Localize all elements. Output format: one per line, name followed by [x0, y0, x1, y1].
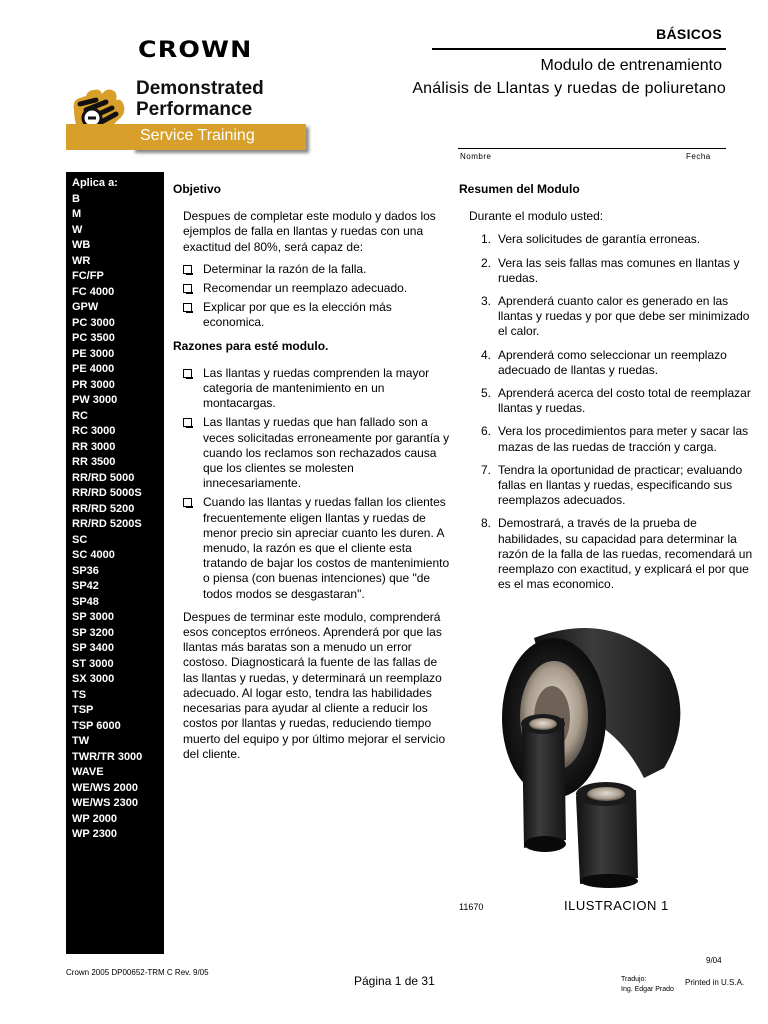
- wheels-photo: [494, 608, 694, 888]
- model-item: PW 3000: [72, 394, 118, 406]
- list-item: Las llantas y ruedas que han fallado son a veces solicitadas erroneamente por garantía y cuando los reclamos son rechazados causa que los clientes se molesten innecesariamente.: [183, 415, 455, 491]
- list-item: 2. Vera las seis fallas mas comunes en llantas y ruedas.: [481, 255, 740, 285]
- model-item: WP 2300: [72, 828, 118, 840]
- category-label: BÁSICOS: [656, 26, 722, 42]
- model-item: RR/RD 5000: [72, 471, 135, 484]
- objetivo-heading: Objetivo: [173, 182, 222, 196]
- model-item: RC 3000: [72, 425, 116, 437]
- model-item: TSP 6000: [72, 719, 121, 732]
- model-item: RR 3500: [72, 456, 116, 468]
- model-item: TSP: [72, 704, 94, 716]
- objetivo-list: [183, 262, 455, 331]
- checkbox-bullet-icon: [183, 303, 192, 312]
- crown-logo: [66, 36, 306, 154]
- date-mark: 9/04: [706, 956, 722, 965]
- list-item: 5. Aprenderá acerca del costo total de reemplazar llantas y ruedas.: [481, 386, 751, 416]
- printed-in: Printed in U.S.A.: [685, 978, 745, 987]
- checkbox-bullet-icon: [183, 265, 192, 274]
- model-item: ST 3000: [72, 657, 114, 670]
- logo-line-demonstrated: Demonstrated: [136, 78, 264, 99]
- model-item: WP 2000: [72, 812, 118, 825]
- list-item: Explicar por que es la elección más economica.: [183, 300, 455, 330]
- applies-to-sidebar: [66, 172, 164, 954]
- razones-list: [183, 366, 455, 602]
- model-item: FC 4000: [72, 285, 115, 298]
- model-item: PC 3000: [72, 316, 115, 329]
- applies-to-title: Aplica a:: [72, 177, 118, 189]
- model-item: TS: [72, 688, 87, 701]
- resumen-heading: Resumen del Modulo: [459, 182, 580, 196]
- model-item: PE 3000: [72, 347, 115, 360]
- model-item: W: [72, 223, 83, 236]
- checkbox-bullet-icon: [183, 418, 192, 427]
- objetivo-intro: Despues de completar este modulo y dados los ejemplos de falla en llantas y ruedas con una exactitud del 80%, será capaz de:: [183, 209, 436, 254]
- model-item: FC/FP: [72, 270, 104, 282]
- model-item: PR 3000: [72, 378, 115, 391]
- checkbox-bullet-icon: [183, 498, 192, 507]
- list-item: 3. Aprenderá cuanto calor es generado en las llantas y ruedas y por que debe ser minimizado el calor.: [481, 294, 750, 339]
- list-item: 6. Vera los procedimientos para meter y sacar las mazas de las ruedas de tracción y carga.: [481, 424, 749, 454]
- razones-heading: Razones para esté modulo.: [173, 338, 329, 353]
- logo-service-training: Service Training: [132, 124, 306, 150]
- model-item: SC 4000: [72, 549, 115, 561]
- translator-note: [621, 975, 674, 995]
- model-item: SP 3000: [72, 611, 115, 623]
- crown-wordmark: CROWN: [138, 38, 253, 63]
- list-item: Recomendar un reemplazo adecuado.: [183, 281, 455, 296]
- list-item: 4. Aprenderá como seleccionar un reemplazo adecuado de llantas y ruedas.: [481, 347, 727, 377]
- model-item: PC 3500: [72, 332, 115, 344]
- model-item: TWR/TR 3000: [72, 750, 143, 763]
- page-number: Página 1 de 31: [354, 974, 435, 988]
- model-item: RR 3000: [72, 440, 116, 453]
- model-item: M: [72, 208, 82, 220]
- model-item: RR/RD 5200: [72, 502, 135, 515]
- model-item: WE/WS 2300: [72, 797, 139, 809]
- model-item: GPW: [72, 301, 99, 313]
- model-item: RC: [72, 409, 88, 422]
- model-item: SP 3400: [72, 642, 115, 654]
- translator-label: Tradujo:: [621, 976, 647, 983]
- model-item: SP 3200: [72, 626, 115, 639]
- date-label: Fecha: [686, 152, 711, 161]
- list-item: Determinar la razón de la falla.: [183, 262, 455, 277]
- model-item: WB: [72, 239, 91, 251]
- footer-doc-id: Crown 2005 DP00652-TRM C Rev. 9/05: [66, 968, 209, 977]
- signature-line: [458, 148, 726, 149]
- model-item: WAVE: [72, 766, 104, 778]
- logo-bar-accent: [66, 124, 132, 150]
- resumen-intro: Durante el modulo usted:: [469, 209, 604, 224]
- model-item: PE 4000: [72, 363, 115, 375]
- list-item: 8. Demostrará, a través de la prueba de habilidades, su capacidad para determinar la razón de la falla de las ruedas, recomendará un reemplazo con exactitud, y explicará el por que es el mas economico.: [481, 516, 753, 592]
- left-column: [173, 182, 455, 762]
- right-column: [459, 182, 759, 600]
- checkbox-bullet-icon: [183, 284, 192, 293]
- model-item: SX 3000: [72, 673, 115, 685]
- logo-line-performance: Performance: [136, 99, 253, 120]
- model-item: WR: [72, 254, 91, 267]
- model-item: SC: [72, 533, 88, 546]
- module-subtitle: Análisis de Llantas y ruedas de poliuretano: [412, 80, 726, 97]
- illustration-number: 11670: [459, 902, 484, 912]
- model-item: SP36: [72, 564, 99, 577]
- translator-name: Ing. Edgar Prado: [621, 986, 674, 993]
- model-item: TW: [72, 735, 90, 747]
- model-list: [72, 192, 164, 843]
- resumen-list: [481, 232, 759, 592]
- name-label: Nombre: [460, 152, 492, 161]
- model-item: B: [72, 192, 80, 205]
- illustration-caption: ILUSTRACION 1: [564, 898, 669, 913]
- checkbox-bullet-icon: [183, 369, 192, 378]
- model-item: RR/RD 5200S: [72, 518, 142, 530]
- module-title: Modulo de entrenamiento: [540, 57, 722, 74]
- model-item: SP42: [72, 580, 99, 592]
- header-divider: [432, 48, 726, 50]
- list-item: Cuando las llantas y ruedas fallan los clientes frecuentemente eligen llantas y ruedas de menor precio sin apreciar cuanto les duren. A menudo, la razón es que el cliente esta tratando de bajar los costos de mantenimiento o piensa (con buenas intenciones) que "de todos modos se desgastaran".: [183, 495, 455, 601]
- list-item: Las llantas y ruedas comprenden la mayor categoria de mantenimiento en un montacargas.: [183, 366, 455, 412]
- list-item: 7. Tendra la oportunidad de practicar; evaluando fallas en llantas y ruedas, especificando sus reemplazos adecuados.: [481, 462, 743, 508]
- list-item: 1. Vera solicitudes de garantía erroneas.: [481, 232, 701, 247]
- razones-outro: Despues de terminar este modulo, comprenderá esos conceptos erróneos. Aprenderá por que las llantas más baratas son a menudo un error costoso. Diagnosticará la fuente de las fallas de las llantas y ruedas, y determinará un reemplazo adecuado. Al logar esto, tendra las habilidades necesarias para ayudar al cliente a reducir los costos por llantas y ruedas, reduciendo tiempo muerto del equipo y por último mejorar el servicio del cliente.: [183, 609, 446, 761]
- model-item: SP48: [72, 595, 99, 608]
- model-item: RR/RD 5000S: [72, 487, 142, 499]
- model-item: WE/WS 2000: [72, 781, 139, 794]
